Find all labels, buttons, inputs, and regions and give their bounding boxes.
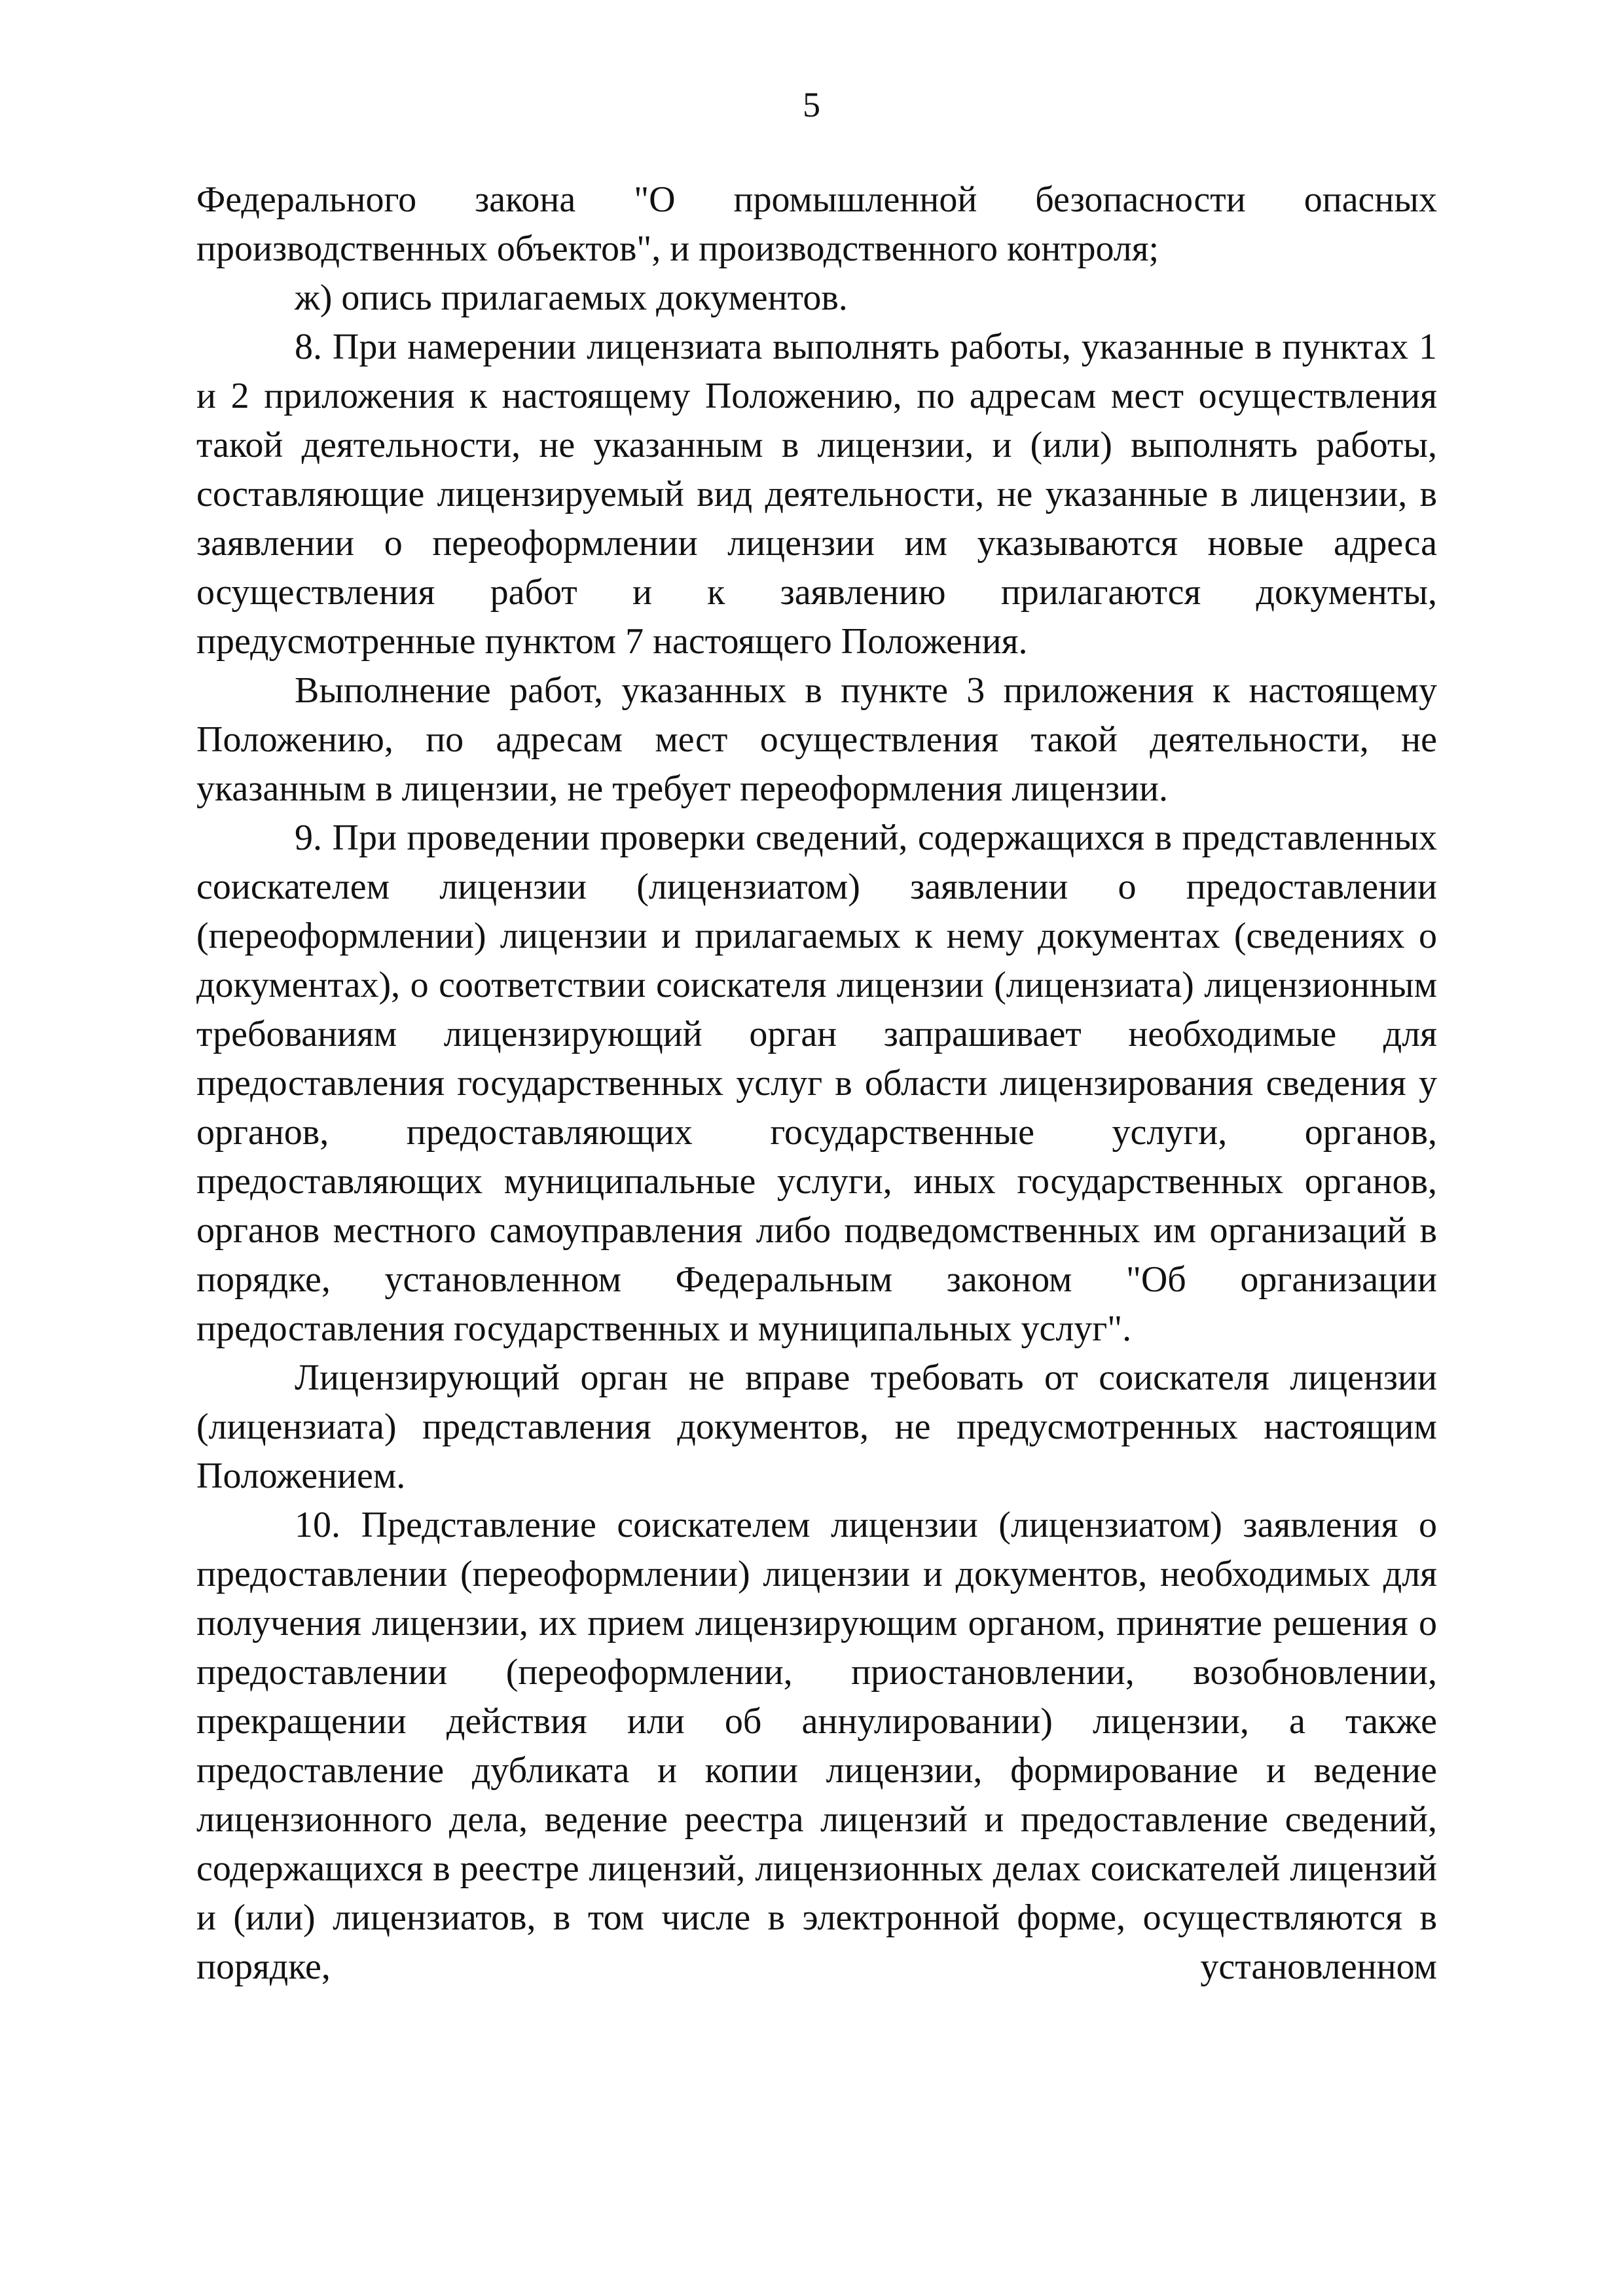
paragraph-10: 10. Представление соискателем лицензии (лицензиатом) заявления о предоставлении (переоформлении) лицензии и документов, необходимых для получения лицензии, их прием лицензирующим органом, принятие решения о предоставлении (переоформлении, приостановлении, возобновлении, прекращении действия или об аннулировании) лицензии, а также предоставление дубликата и копии лицензии, формирование и ведение лицензионного дела, ведение реестра лицензий и предоставление сведений, содержащихся в реестре лицензий, лицензионных делах соискателей лицензий и (или) лицензиатов, в том числе в электронной форме, осуществляются в порядке, установленном bbox=[196, 1505, 1437, 1987]
page-number: 5 bbox=[803, 85, 820, 124]
document-body bbox=[196, 175, 1437, 1992]
paragraph-9: 9. При проведении проверки сведений, содержащихся в представленных соискателем лицензии (лицензиатом) заявлении о предоставлении (переоформлении) лицензии и прилагаемых к нему документах (сведениях о документах), о соответствии соискателя лицензии (лицензиата) лицензионным требованиям лицензирующий орган запрашивает необходимые для предоставления государственных услуг в области лицензирования сведения у органов, предоставляющих государственные услуги, органов, предоставляющих муниципальные услуги, иных государственных органов, органов местного самоуправления либо подведомственных им организаций в порядке, установленном Федеральным законом "Об организации предоставления государственных и муниципальных услуг". bbox=[196, 817, 1437, 1349]
paragraph-8: 8. При намерении лицензиата выполнять работы, указанные в пунктах 1 и 2 приложения к настоящему Положению, по адресам мест осуществления такой деятельности, не указанным в лицензии, и (или) выполнять работы, составляющие лицензируемый вид деятельности, не указанные в лицензии, в заявлении о переоформлении лицензии им указываются новые адреса осуществления работ и к заявлению прилагаются документы, предусмотренные пунктом 7 настоящего Положения. bbox=[196, 327, 1437, 662]
paragraph-item-zh: ж) опись прилагаемых документов. bbox=[295, 278, 848, 318]
paragraph-9-addendum: Лицензирующий орган не вправе требовать от соискателя лицензии (лицензиата) представления документов, не предусмотренных настоящим Положением. bbox=[196, 1357, 1437, 1496]
paragraph-8-addendum: Выполнение работ, указанных в пункте 3 приложения к настоящему Положению, по адресам мест осуществления такой деятельности, не указанным в лицензии, не требует переоформления лицензии. bbox=[196, 670, 1437, 809]
paragraph-continuation: Федерального закона "О промышленной безопасности опасных производственных объектов", и производственного контроля; bbox=[196, 179, 1437, 269]
